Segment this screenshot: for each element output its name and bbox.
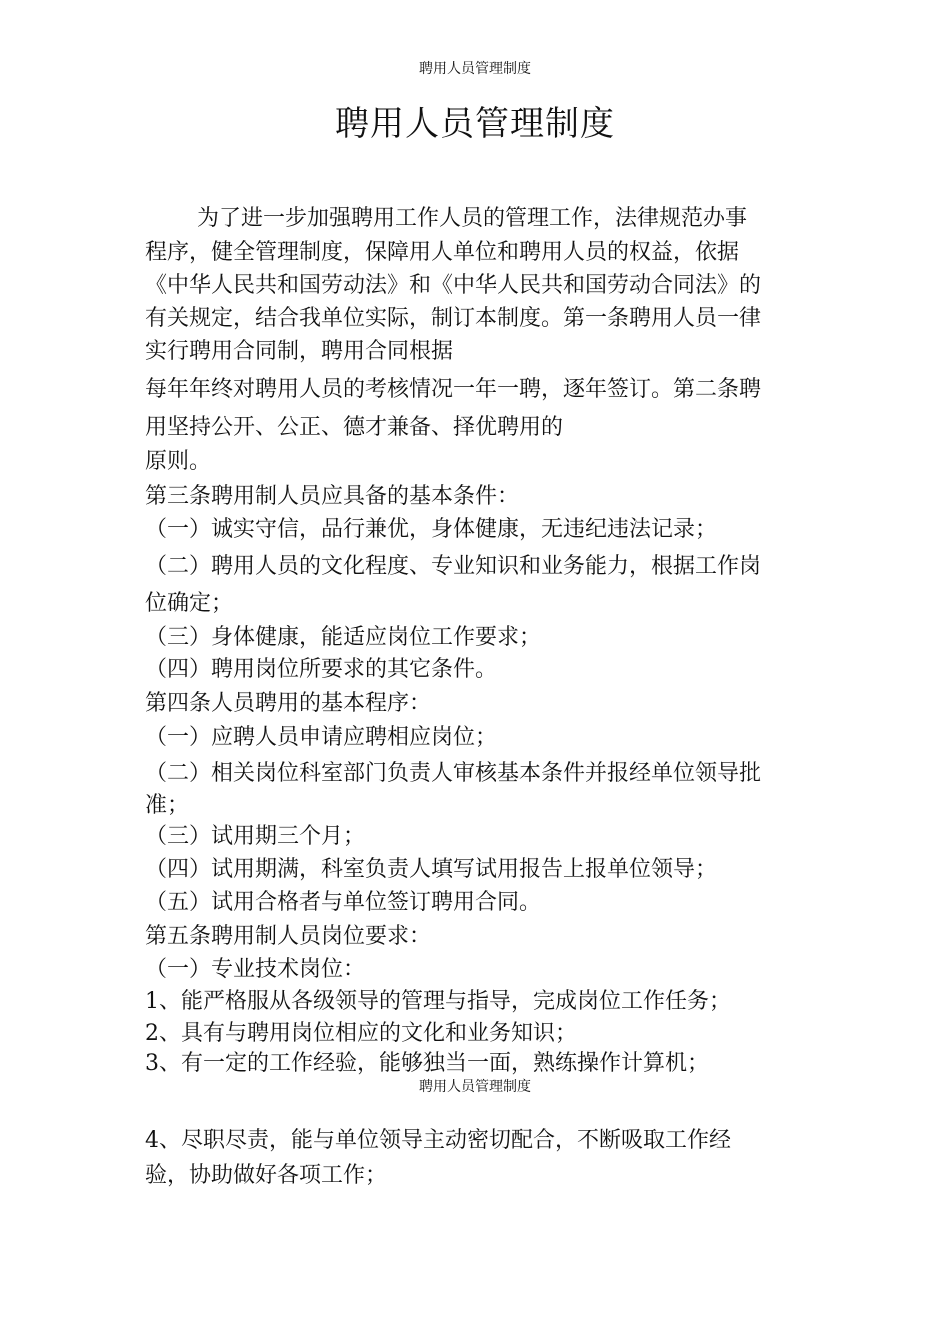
body-line: （三）试用期三个月； bbox=[145, 824, 366, 849]
document-title: 聘用人员管理制度 bbox=[335, 104, 615, 144]
body-line: 1、能严格服从各级领导的管理与指导，完成岗位工作任务； bbox=[145, 989, 731, 1014]
body-line: 3、有一定的工作经验，能够独当一面，熟练操作计算机； bbox=[145, 1051, 709, 1076]
body-line: 原则。 bbox=[145, 449, 212, 474]
body-line: 程序，健全管理制度，保障用人单位和聘用人员的权益，依据 bbox=[145, 240, 740, 265]
body-line: 每年年终对聘用人员的考核情况一年一聘，逐年签订。第二条聘 bbox=[145, 377, 762, 402]
running-header: 聘用人员管理制度 bbox=[419, 1079, 531, 1095]
body-line: 实行聘用合同制，聘用合同根据 bbox=[145, 339, 454, 364]
running-header: 聘用人员管理制度 bbox=[419, 61, 531, 77]
body-line: 验，协助做好各项工作； bbox=[145, 1163, 388, 1188]
body-line: 第三条聘用制人员应具备的基本条件： bbox=[145, 484, 520, 509]
body-line: 准； bbox=[145, 793, 190, 818]
body-line: 《中华人民共和国劳动法》和《中华人民共和国劳动合同法》的 bbox=[145, 273, 762, 298]
body-line: （三）身体健康，能适应岗位工作要求； bbox=[145, 625, 542, 650]
body-line: （四）聘用岗位所要求的其它条件。 bbox=[145, 657, 498, 682]
body-line: （一）应聘人员申请应聘相应岗位； bbox=[145, 725, 498, 750]
body-line: 位确定； bbox=[145, 591, 234, 616]
body-line: （一）专业技术岗位： bbox=[145, 957, 366, 982]
body-line: 2、具有与聘用岗位相应的文化和业务知识； bbox=[145, 1021, 577, 1046]
body-line: （四）试用期满，科室负责人填写试用报告上报单位领导； bbox=[145, 857, 718, 882]
body-line: 第四条人员聘用的基本程序： bbox=[145, 691, 432, 716]
body-line: （二）聘用人员的文化程度、专业知识和业务能力，根据工作岗 bbox=[145, 554, 762, 579]
body-line: （一）诚实守信，品行兼优，身体健康，无违纪违法记录； bbox=[145, 517, 718, 542]
body-line: 用坚持公开、公正、德才兼备、择优聘用的 bbox=[145, 415, 564, 440]
body-line: （二）相关岗位科室部门负责人审核基本条件并报经单位领导批 bbox=[145, 761, 762, 786]
body-line: 第五条聘用制人员岗位要求： bbox=[145, 924, 432, 949]
body-line: （五）试用合格者与单位签订聘用合同。 bbox=[145, 890, 542, 915]
body-line: 为了进一步加强聘用工作人员的管理工作，法律规范办事 bbox=[197, 206, 748, 231]
body-line: 有关规定，结合我单位实际，制订本制度。第一条聘用人员一律 bbox=[145, 306, 762, 331]
body-line: 4、尽职尽责，能与单位领导主动密切配合，不断吸取工作经 bbox=[145, 1128, 731, 1153]
